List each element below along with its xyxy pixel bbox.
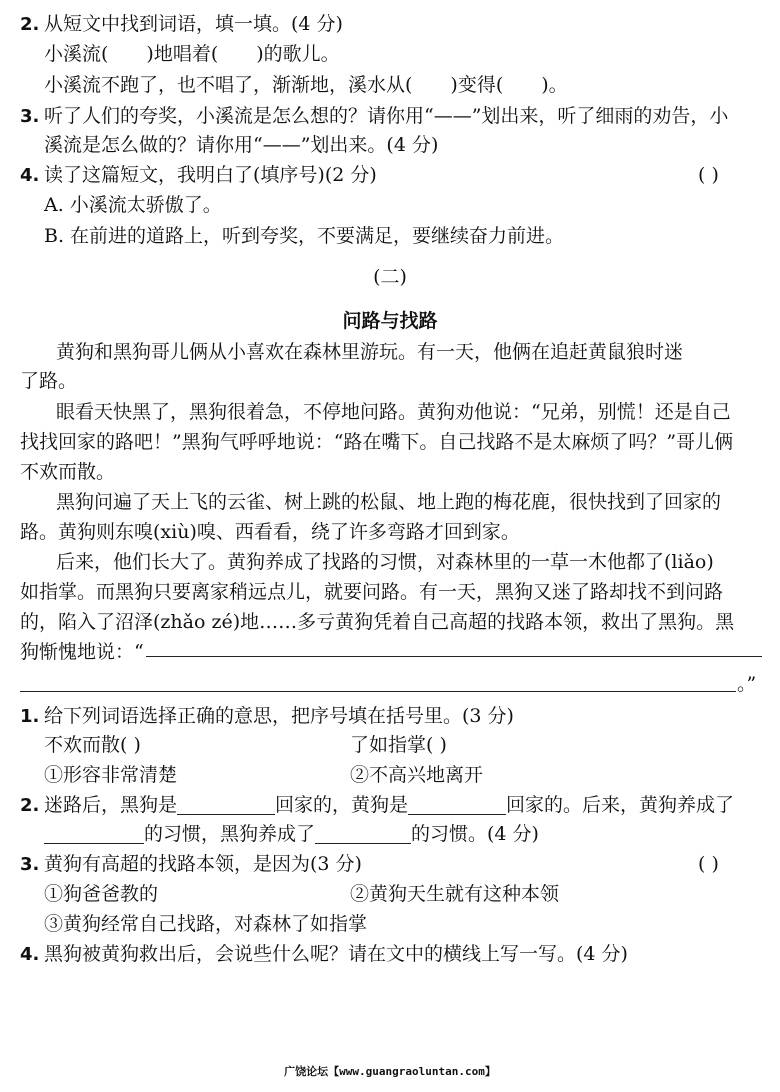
fill-text: 的习惯，黑狗养成了 [144,823,316,845]
question-text: 从短文中找到词语，填一填。(4 分) [44,13,343,35]
question-number: 3. [20,854,40,875]
meaning-2: ②不高兴地离开 [350,764,484,786]
question-text: 黄狗有高超的找路本领，是因为(3 分) [44,853,362,875]
fill-text: 小溪流( [44,43,109,65]
fill-text: )变得( [450,74,504,96]
footer-watermark: 广饶论坛【www.guangraoluntan.com】 [284,1065,496,1078]
answer-line[interactable] [20,691,736,692]
passage-title: 问路与找路 [342,310,438,332]
question-text-cont: 溪流是怎么做的？请你用“——”划出来。(4 分) [44,134,439,156]
answer-paren[interactable]: ( ) [698,164,719,186]
question-number: 1. [20,706,40,727]
question-2b [20,791,734,819]
passage-line: 如指掌。而黑狗只要离家稍远点儿，就要问路。有一天，黑狗又迷了路却找不到问路 [20,581,724,603]
passage-line: 眼看天快黑了，黑狗很着急，不停地问路。黄狗劝他说：“兄弟，别慌！还是自己 [56,401,731,423]
section-heading: (二) [373,266,407,288]
passage-line: 路。黄狗则东嗅(xiù)嗅、西看看，绕了许多弯路才回到家。 [20,521,520,543]
question-3b [20,850,362,878]
option-3: ③黄狗经常自己找路，对森林了如指掌 [44,913,368,935]
passage-line: 黑狗问遍了天上飞的云雀、树上跳的松鼠、地上跑的梅花鹿，很快找到了回家的 [56,491,722,513]
fill-line [44,40,340,68]
answer-blank[interactable] [44,823,144,844]
meaning-1: ①形容非常清楚 [44,764,178,786]
fill-text: 小溪流不跑了，也不唱了，渐渐地，溪水从( [44,74,413,96]
fill-text: 回家的，黄狗是 [275,794,409,816]
question-number: 3. [20,106,40,127]
question-text: 听了人们的夸奖，小溪流是怎么想的？请你用“——”划出来，听了细雨的劝告，小 [44,105,729,127]
fill-text: 回家的。后来，黄狗养成了 [506,794,735,816]
question-number: 2. [20,14,40,35]
fill-text: )的歌儿。 [256,43,340,65]
question-1 [20,702,514,730]
option-2: ②黄狗天生就有这种本领 [350,883,560,905]
question-4b [20,940,628,968]
question-text: 读了这篇短文，我明白了(填序号)(2 分) [44,164,377,186]
answer-blank[interactable] [408,794,506,815]
question-number: 2. [20,795,40,816]
option-b: B. 在前进的道路上，听到夸奖，不要满足，要继续奋力前进。 [44,225,565,247]
answer-blank[interactable] [177,794,275,815]
fill-text: )。 [541,74,568,96]
option-1: ①狗爸爸教的 [44,883,159,905]
answer-line[interactable] [146,656,762,657]
question-4 [20,161,377,189]
answer-blank[interactable] [315,823,411,844]
passage-line: 后来，他们长大了。黄狗养成了找路的习惯，对森林里的一草一木他都了(liǎo) [56,551,714,573]
passage-line: 的，陷入了沼泽(zhǎo zé)地……多亏黄狗凭着自己高超的找路本领，救出了黑狗。黑 [20,611,735,633]
word-1: 不欢而散( ) [44,734,141,756]
fill-text: 迷路后，黑狗是 [44,794,178,816]
question-number: 4. [20,165,40,186]
fill-line [44,820,539,848]
question-2 [20,10,343,38]
passage-line: 找找回家的路吧！”黑狗气呼呼地说：“路在嘴下。自己找路不是太麻烦了吗？”哥儿俩 [20,431,734,453]
option-a: A. 小溪流太骄傲了。 [44,194,222,216]
question-text: 黑狗被黄狗救出后，会说些什么呢？请在文中的横线上写一写。(4 分) [44,943,628,965]
passage-end: 。” [737,673,757,695]
word-2: 了如指掌( ) [350,734,447,756]
passage-line: 不欢而散。 [20,461,116,483]
passage-line: 黄狗和黑狗哥儿俩从小喜欢在森林里游玩。有一天，他俩在追赶黄鼠狼时迷 [56,341,684,363]
question-number: 4. [20,944,40,965]
passage-line: 了路。 [20,370,78,392]
fill-text: )地唱着( [146,43,219,65]
answer-paren[interactable]: ( ) [698,853,719,875]
question-3 [20,102,728,130]
fill-text: 的习惯。(4 分) [411,823,539,845]
question-text: 给下列词语选择正确的意思，把序号填在括号里。(3 分) [44,705,514,727]
passage-line: 狗惭愧地说：“ [20,641,144,663]
fill-line [44,71,568,99]
